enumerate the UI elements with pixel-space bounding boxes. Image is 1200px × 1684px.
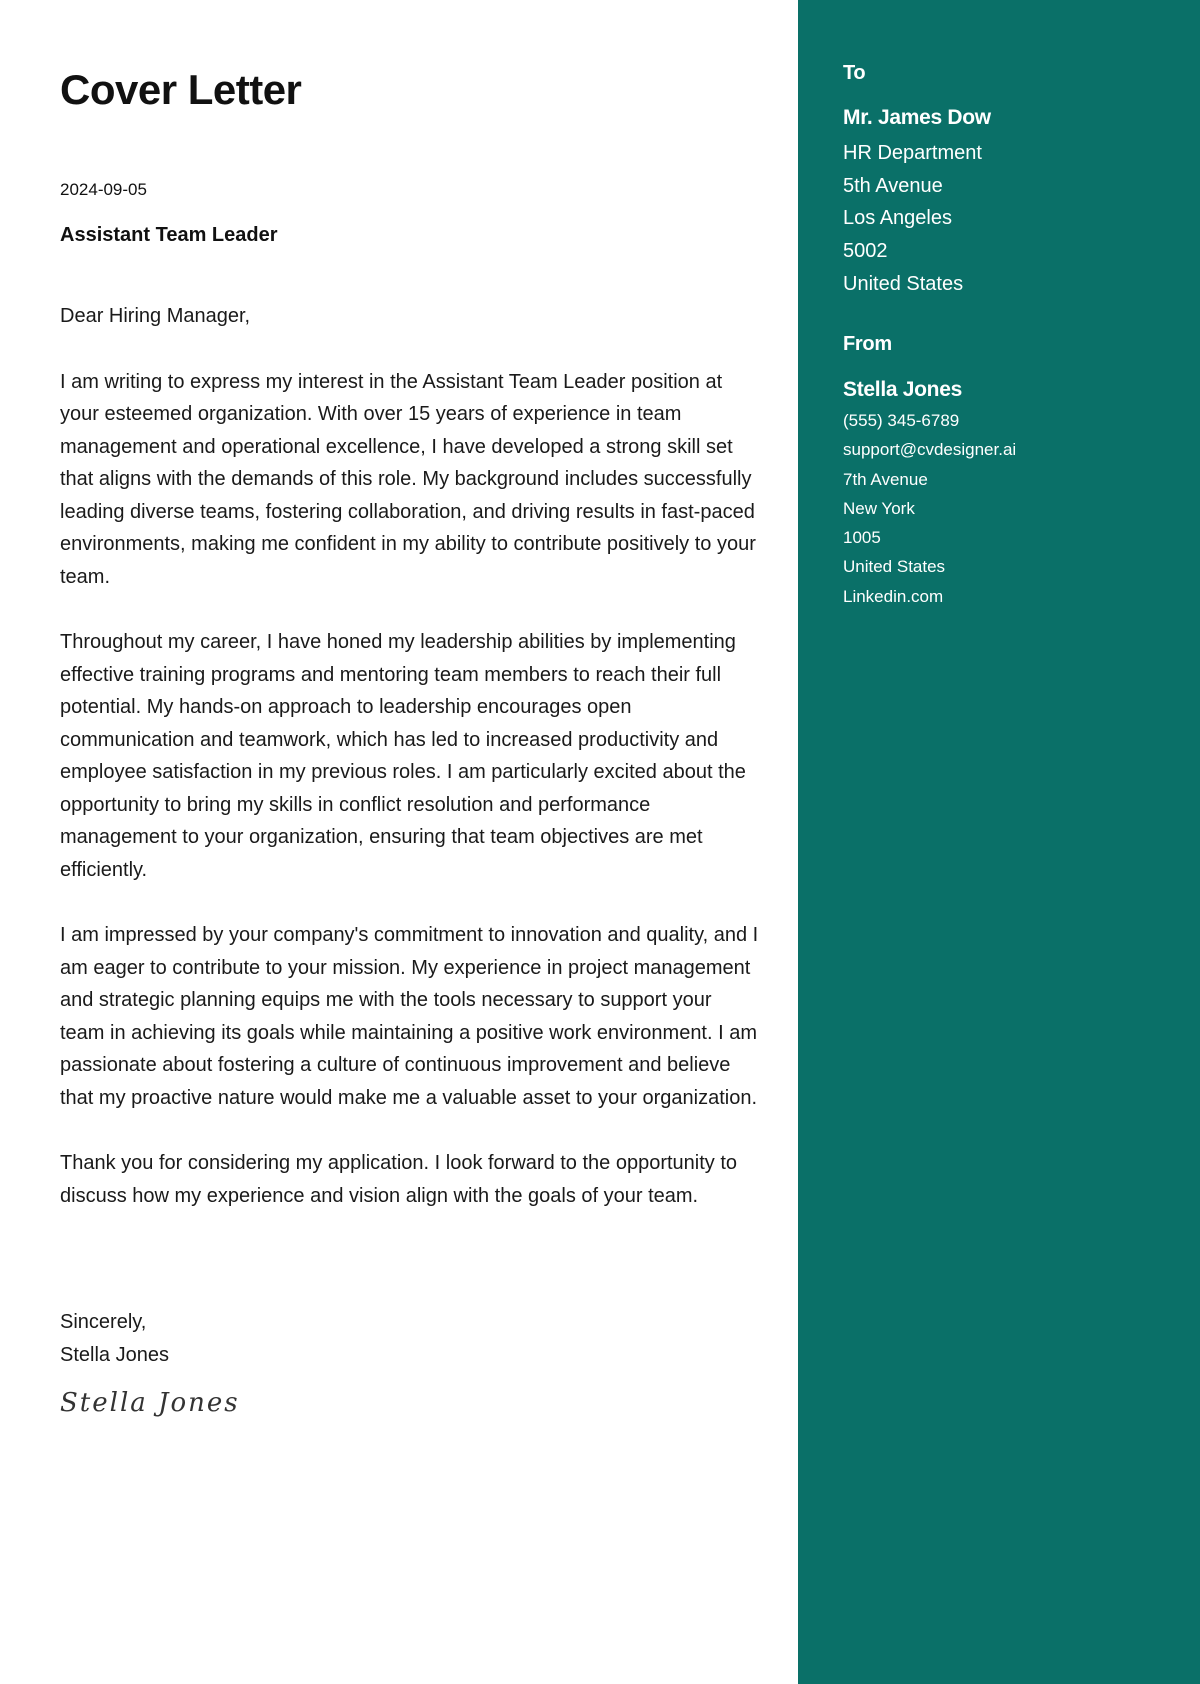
sender-name: Stella Jones: [843, 378, 962, 401]
closing-phrase: Sincerely,: [60, 1311, 147, 1333]
letter-closing: [60, 1306, 169, 1371]
salutation: Dear Hiring Manager,: [60, 305, 251, 327]
position-title: Assistant Team Leader: [60, 224, 278, 246]
recipient-label: To: [843, 62, 866, 84]
letter-body: [60, 300, 760, 1245]
page-title: Cover Letter: [60, 66, 302, 113]
recipient-department: HR Department: [843, 142, 982, 164]
sender-email: support@cvdesigner.ai: [843, 440, 1017, 460]
sender-phone: (555) 345-6789: [843, 411, 960, 430]
paragraph-1: I am writing to express my interest in the Assistant Team Leader position at your esteemed organization. With over 15 years of experience in team management and operational excellence, I have developed a strong skill set that aligns with the demands of this role. My background includes successfully leading diverse teams, fostering collaboration, and driving results in fast-paced environments, making me confident in my ability to contribute positively to your team.: [60, 370, 756, 588]
sender-website: Linkedin.com: [843, 586, 944, 606]
sender-street: 7th Avenue: [843, 469, 928, 489]
sender-country: United States: [843, 557, 946, 577]
sender-label: From: [843, 333, 892, 355]
paragraph-2: Throughout my career, I have honed my leadership abilities by implementing effective training programs and mentoring team members to reach their full potential. My hands-on approach to leadership encourages open communication and teamwork, which has led to increased productivity and employee satisfaction in my previous roles. I am particularly excited about the opportunity to bring my skills in conflict resolution and performance management to your organization, ensuring that team objectives are met efficiently.: [60, 631, 746, 881]
paragraph-4: Thank you for considering my application. I look forward to the opportunity to discuss how my experience and vision align with the goals of your team.: [60, 1152, 738, 1207]
recipient-name: Mr. James Dow: [843, 106, 991, 129]
handwritten-signature: Stella Jones: [60, 1388, 240, 1418]
closing-name: Stella Jones: [60, 1343, 169, 1366]
sender-city: New York: [843, 498, 915, 518]
recipient-country: United States: [843, 272, 964, 295]
recipient-address: [843, 137, 982, 301]
recipient-street: 5th Avenue: [843, 174, 943, 197]
contact-sidebar: [798, 0, 1200, 1684]
recipient-city: Los Angeles: [843, 207, 952, 230]
sender-postal-code: 1005: [843, 528, 881, 548]
paragraph-3: I am impressed by your company's commitment to innovation and quality, and I am eager to contribute to your mission. My experience in project management and strategic planning equips me with the tools necessary to support your team in achieving its goals while maintaining a positive work environment. I am passionate about fostering a culture of continuous improvement and believe that my proactive nature would make me a valuable asset to your organization.: [60, 924, 759, 1109]
recipient-postal-code: 5002: [843, 240, 888, 263]
letter-date: 2024-09-05: [60, 180, 147, 199]
sender-details: [843, 406, 1016, 611]
